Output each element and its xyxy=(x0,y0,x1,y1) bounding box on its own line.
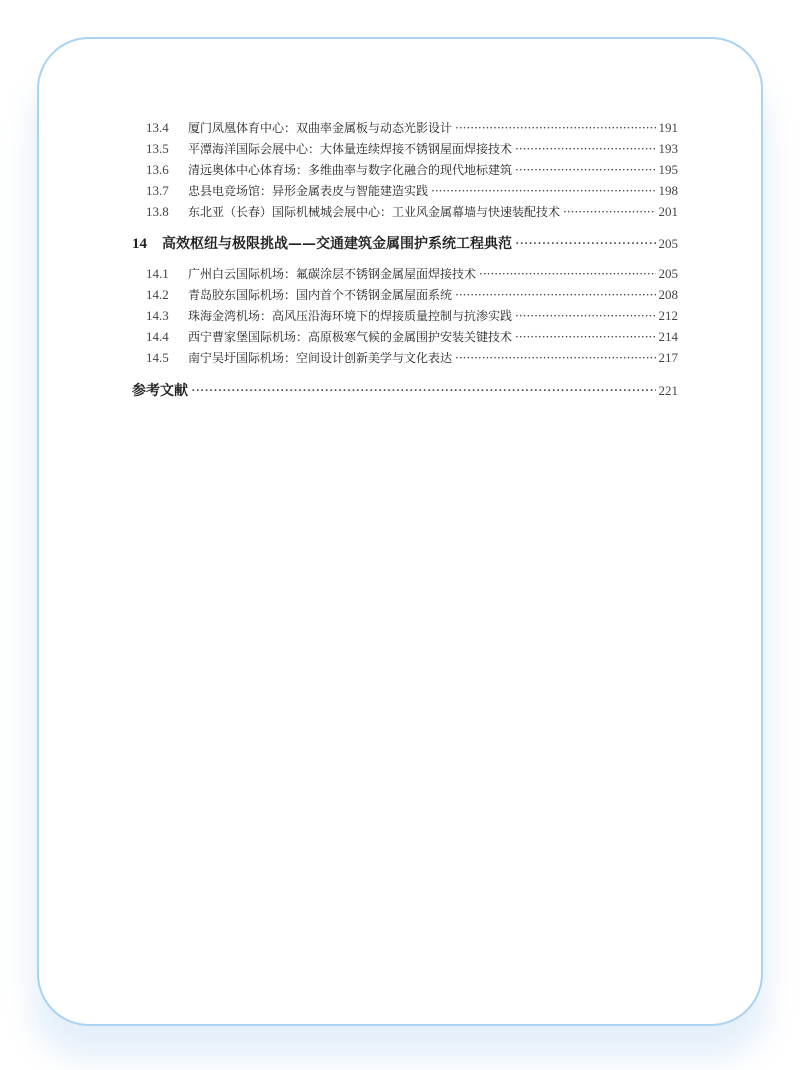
leader-dots xyxy=(455,350,655,366)
page-number: 214 xyxy=(658,329,678,344)
section-title: 东北亚（长春）国际机械城会展中心：工业风金属幕墙与快速装配技术 xyxy=(188,205,561,219)
leader-dots xyxy=(515,141,655,157)
toc-entry[interactable] xyxy=(132,183,678,199)
section-title: 清远奥体中心体育场：多维曲率与数字化融合的现代地标建筑 xyxy=(188,163,513,177)
chapter-title: 高效枢纽与极限挑战——交通建筑金属围护系统工程典范 xyxy=(162,236,512,252)
toc-entry[interactable] xyxy=(132,204,678,220)
section-number: 14.2 xyxy=(146,287,169,302)
leader-dots xyxy=(515,308,655,324)
leader-dots xyxy=(455,120,655,136)
toc-entry[interactable] xyxy=(132,141,678,157)
leader-dots xyxy=(515,236,656,252)
page-number: 221 xyxy=(658,383,678,398)
section-title: 青岛胶东国际机场：国内首个不锈钢金属屋面系统 xyxy=(188,288,453,302)
page-number: 193 xyxy=(658,141,678,156)
section-number: 13.7 xyxy=(146,183,169,198)
toc-references[interactable] xyxy=(132,383,678,399)
page-number: 205 xyxy=(658,236,678,251)
section-title: 广州白云国际机场：氟碳涂层不锈钢金属屋面焊接技术 xyxy=(188,267,477,281)
toc-chapter-14[interactable] xyxy=(132,236,678,252)
toc-entry[interactable] xyxy=(132,162,678,178)
leader-dots xyxy=(563,204,655,220)
toc-entry[interactable] xyxy=(132,329,678,345)
leader-dots xyxy=(431,183,655,199)
section-number: 13.5 xyxy=(146,141,169,156)
section-title: 南宁吴圩国际机场：空间设计创新美学与文化表达 xyxy=(188,351,453,365)
chapter-number: 14 xyxy=(132,236,147,252)
section-title: 珠海金湾机场：高风压沿海环境下的焊接质量控制与抗渗实践 xyxy=(188,309,513,323)
leader-dots xyxy=(191,383,656,399)
section-number: 13.8 xyxy=(146,204,169,219)
section-title: 厦门凤凰体育中心：双曲率金属板与动态光影设计 xyxy=(188,121,453,135)
references-title: 参考文献 xyxy=(132,383,188,399)
page-number: 195 xyxy=(658,162,678,177)
page-number: 198 xyxy=(658,183,678,198)
section-title: 西宁曹家堡国际机场：高原极寒气候的金属围护安装关键技术 xyxy=(188,330,513,344)
page-number: 217 xyxy=(658,350,678,365)
page-number: 201 xyxy=(658,204,678,219)
section-number: 14.3 xyxy=(146,308,169,323)
section-title: 平潭海洋国际会展中心：大体量连续焊接不锈钢屋面焊接技术 xyxy=(188,142,513,156)
section-number: 14.5 xyxy=(146,350,169,365)
toc-entry[interactable] xyxy=(132,287,678,303)
leader-dots xyxy=(515,329,655,345)
toc-entry[interactable] xyxy=(132,308,678,324)
page-number: 191 xyxy=(658,120,678,135)
section-number: 14.4 xyxy=(146,329,169,344)
section-number: 13.6 xyxy=(146,162,169,177)
page-number: 208 xyxy=(658,287,678,302)
leader-dots xyxy=(515,162,655,178)
leader-dots xyxy=(479,266,655,282)
section-number: 13.4 xyxy=(146,120,169,135)
section-title: 忠县电竞场馆：异形金属表皮与智能建造实践 xyxy=(188,184,429,198)
toc-entry[interactable] xyxy=(132,120,678,136)
page-number: 205 xyxy=(658,266,678,281)
toc-entry[interactable] xyxy=(132,350,678,366)
toc-entry[interactable] xyxy=(132,266,678,282)
page-number: 212 xyxy=(658,308,678,323)
section-number: 14.1 xyxy=(146,266,169,281)
leader-dots xyxy=(455,287,655,303)
